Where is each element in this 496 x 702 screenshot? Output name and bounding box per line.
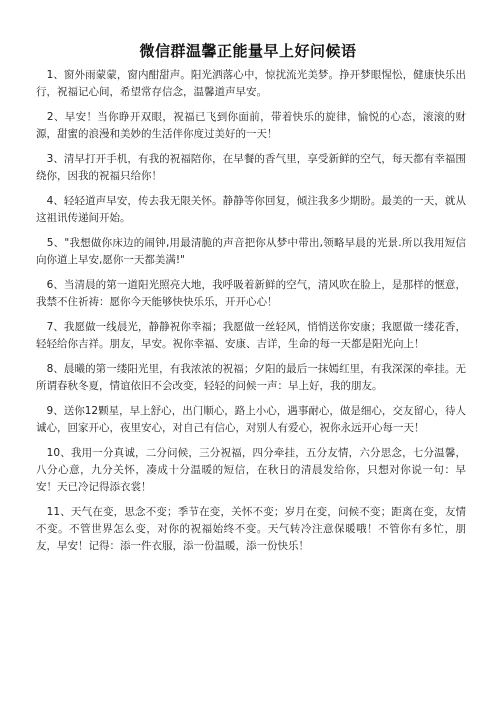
paragraph-8: 8、晨曦的第一缕阳光里，有我浓浓的祝福；夕阳的最后一抹嫣红里，有我深深的牵挂。无所谓春秋冬夏，情谊依旧不会改变，轻轻的问候一声：早上好，我的朋友。 [36, 363, 466, 392]
paragraph-4: 4、轻轻道声早安，传去我无限关怀。静静等你回复，倾注我多少期盼。最美的一天，就从这祖讯传递间开始。 [36, 195, 466, 224]
paragraph-3: 3、清早打开手机，有我的祝福陪你，在早餐的香气里，享受新鲜的空气，每天都有幸福围绕你，因我的祝福只给你！ [36, 153, 466, 182]
paragraph-5: 5、"我想做你床边的闹钟,用最清脆的声音把你从梦中带出,领略早晨的光景.所以我用短信向你道上早安,愿你一天都美满!" [36, 237, 466, 266]
document-title: 微信群温馨正能量早上好问候语 [139, 42, 357, 60]
document-body [36, 67, 466, 563]
paragraph-10: 10、我用一分真诚，二分问候，三分祝福，四分牵挂，五分友情，六分思念，七分温馨，八分心意，九分关怀，凑成十分温暖的短信，在秋日的清晨发给你，只想对你说一句：早安！天已冷记得添衣裳！ [36, 447, 466, 493]
paragraph-7: 7、我愿做一线晨光，静静祝你幸福；我愿做一丝轻风，悄悄送你安康；我愿做一缕花香，轻轻给你吉祥。朋友，早安。祝你幸福、安康、吉详，生命的每一天都是阳光向上！ [36, 321, 466, 350]
paragraph-9: 9、送你12颗星，早上舒心，出门顺心，路上小心，遇事耐心，做是细心，交友留心，待人诚心，回家开心，夜里安心，对自己有信心，对别人有爱心，祝你永远开心每一天！ [36, 405, 466, 434]
paragraph-2: 2、早安！当你睁开双眼，祝福已飞到你面前，带着快乐的旋律，愉悦的心态，滚滚的财源，甜蜜的浪漫和美妙的生活伴你度过美好的一天！ [36, 111, 466, 140]
paragraph-11: 11、天气在变，思念不变；季节在变，关怀不变；岁月在变，问候不变；距离在变，友情不变。不管世界怎么变，对你的祝福始终不变。天气转冷注意保暖哦！不管你有多忙，朋友，早安！记得：添一件衣服，添一份温暖，添一份快乐！ [36, 506, 466, 552]
paragraph-1: 1、窗外雨蒙蒙，窗内酣甜声。阳光洒落心中，惊扰流光美梦。挣开梦眼惺忪，健康快乐出行，祝福记心间，希望常存信念，温馨道声早安。 [36, 69, 466, 98]
paragraph-6: 6、当清晨的第一道阳光照亮大地，我呼吸着新鲜的空气，清风吹在脸上，是那样的惬意，我禁不住祈祷：愿你今天能够快快乐乐，开开心心！ [36, 279, 466, 308]
